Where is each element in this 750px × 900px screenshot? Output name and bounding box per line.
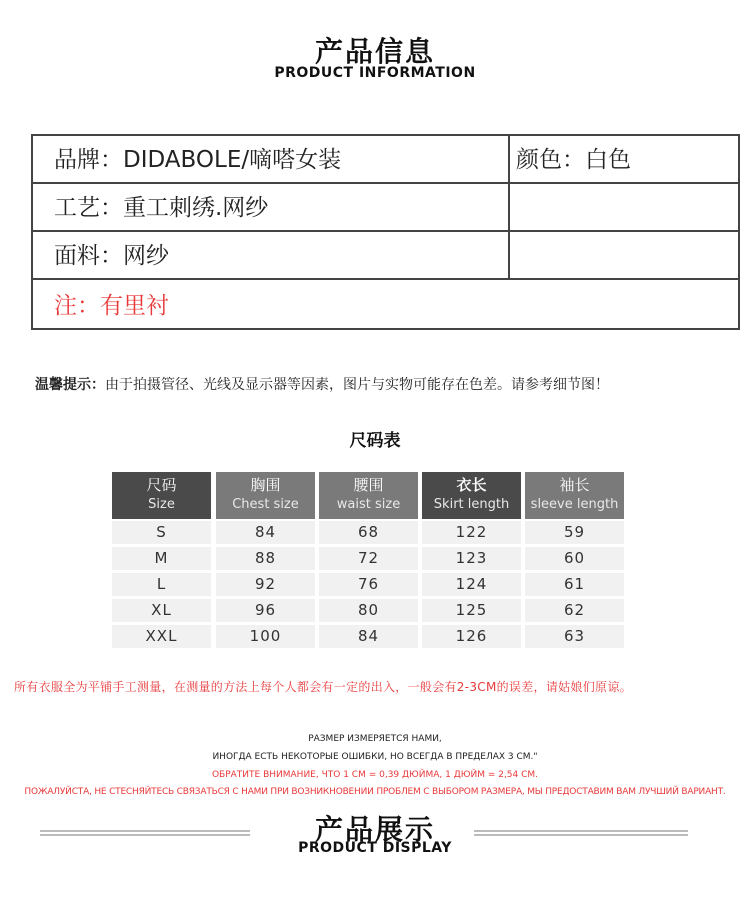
table-cell: 59 xyxy=(525,521,624,544)
empty-cell xyxy=(510,232,738,278)
table-cell: 123 xyxy=(422,547,521,570)
table-cell: XL xyxy=(112,599,211,622)
table-cell: 96 xyxy=(216,599,315,622)
brand-cell: 品牌：DIDABOLE/嘀嗒女装 xyxy=(33,136,510,182)
header-label-cn: 衣长 xyxy=(456,476,487,494)
header-label-en: Skirt length xyxy=(433,497,510,512)
table-cell: 63 xyxy=(525,625,624,648)
table-cell: L xyxy=(112,573,211,596)
table-cell: 88 xyxy=(216,547,315,570)
table-cell: M xyxy=(112,547,211,570)
empty-cell xyxy=(510,184,738,230)
ru-note-3: ОБРАТИТЕ ВНИМАНИЕ, ЧТО 1 СМ = 0,39 ДЮЙМА, 1 ДЮЙМ = 2,54 СМ. xyxy=(211,770,539,780)
info-row-brand xyxy=(33,136,738,184)
craft-cell: 工艺：重工刺绣.网纱 xyxy=(33,184,510,230)
size-chart-title: 尺码表 xyxy=(349,431,401,451)
table-cell: 68 xyxy=(319,521,418,544)
lining-note: 注：有里衬 xyxy=(54,293,169,319)
header-label-cn: 袖长 xyxy=(559,476,590,494)
size-table xyxy=(112,472,632,652)
header-label-en: Chest size xyxy=(232,497,299,512)
table-cell: 61 xyxy=(525,573,624,596)
info-row-lining xyxy=(33,282,738,330)
table-cell: 80 xyxy=(319,599,418,622)
header-label-cn: 腰围 xyxy=(353,476,384,494)
info-row-craft xyxy=(33,184,738,232)
ru-note-2: ИНОГДА ЕСТЬ НЕКОТОРЫЕ ОШИБКИ, НО ВСЕГДА В ПРЕДЕЛАХ 3 СМ." xyxy=(212,752,538,762)
header-chest xyxy=(216,472,315,519)
table-cell: 76 xyxy=(319,573,418,596)
table-cell: 84 xyxy=(216,521,315,544)
table-cell: 122 xyxy=(422,521,521,544)
ru-note-1: РАЗМЕР ИЗМЕРЯЕТСЯ НАМИ, xyxy=(308,734,442,744)
table-cell: 84 xyxy=(319,625,418,648)
table-cell: 100 xyxy=(216,625,315,648)
header-label-en: Size xyxy=(148,497,175,512)
ru-note-4: ПОЖАЛУЙСТА, НЕ СТЕСНЯЙТЕСЬ СВЯЗАТЬСЯ С НАМИ ПРИ ВОЗНИКНОВЕНИИ ПРОБЛЕМ С ВЫБОРОМ РАЗМЕРА, МЫ ПРЕДОСТАВИМ ВАМ ЛУЧШИЙ ВАРИАНТ. xyxy=(24,787,726,797)
header-label-cn: 胸围 xyxy=(250,476,281,494)
table-cell: 126 xyxy=(422,625,521,648)
display-subtitle: PRODUCT DISPLAY xyxy=(298,840,452,856)
tip-label: 温馨提示： xyxy=(35,377,105,393)
tip-text: 由于拍摄管径、光线及显示器等因素，图片与实物可能存在色差。请参考细节图！ xyxy=(105,377,609,393)
info-row-fabric xyxy=(33,232,738,280)
table-cell: 125 xyxy=(422,599,521,622)
table-cell: XXL xyxy=(112,625,211,648)
header-size xyxy=(112,472,211,519)
header-label-cn: 尺码 xyxy=(146,476,177,494)
color-tip xyxy=(35,374,609,394)
table-cell: 62 xyxy=(525,599,624,622)
header-waist xyxy=(319,472,418,519)
fabric-cell: 面料：网纱 xyxy=(33,232,510,278)
table-cell: 60 xyxy=(525,547,624,570)
table-cell: 72 xyxy=(319,547,418,570)
table-cell: 92 xyxy=(216,573,315,596)
section-title: 产品信息 xyxy=(314,35,435,68)
header-label-en: sleeve length xyxy=(530,497,619,512)
section-subtitle: PRODUCT INFORMATION xyxy=(274,65,476,81)
measurement-note: 所有衣服全为平铺手工测量，在测量的方法上每个人都会有一定的出入，一般会有2-3CM的误差，请姑娘们原谅。 xyxy=(14,680,632,694)
color-cell: 颜色：白色 xyxy=(516,147,631,173)
header-length xyxy=(422,472,521,519)
product-info-table xyxy=(31,134,740,330)
header-label-en: waist size xyxy=(336,497,401,512)
table-cell: S xyxy=(112,521,211,544)
header-sleeve xyxy=(525,472,624,519)
table-cell: 124 xyxy=(422,573,521,596)
display-title: 产品展示 xyxy=(314,813,435,846)
